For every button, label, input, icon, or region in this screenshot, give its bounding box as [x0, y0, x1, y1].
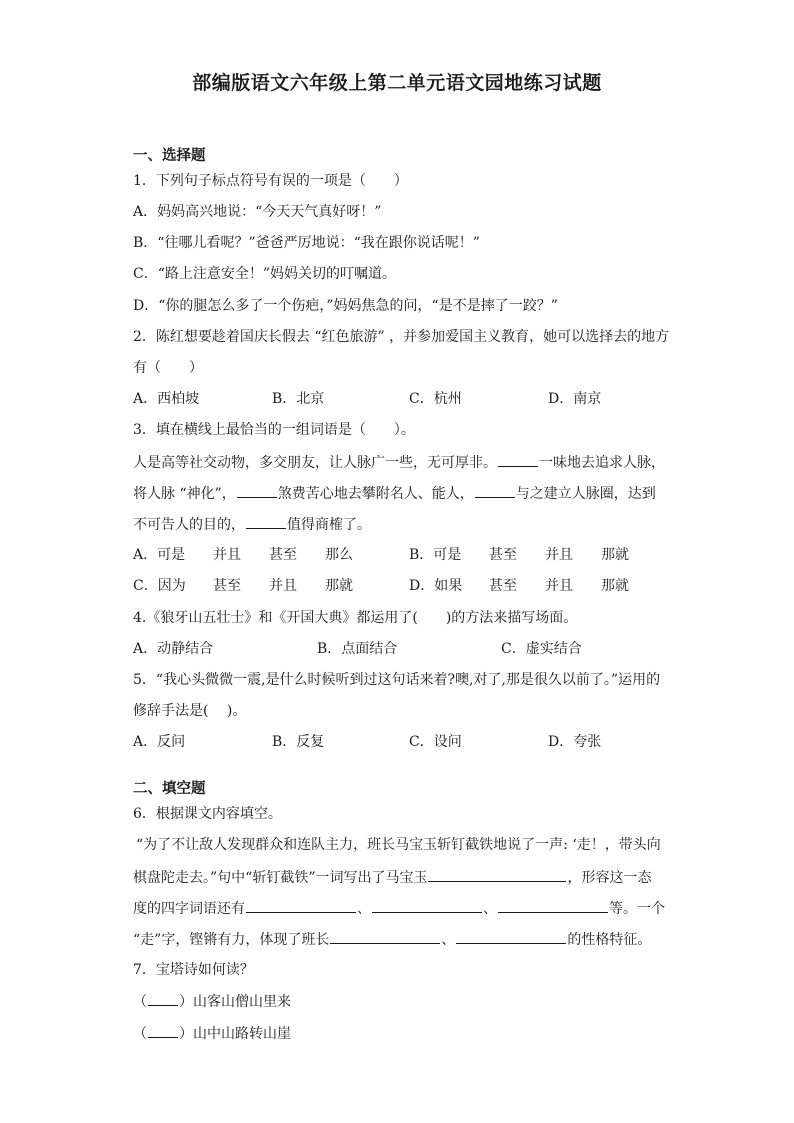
answer-blank[interactable] [498, 898, 608, 913]
q3-passage-text: 将人脉 “神化”， [133, 486, 236, 502]
q3-option-a-word: 并且 [213, 547, 241, 563]
q3-passage-text: 一味地去追求人脉， [539, 455, 665, 471]
answer-blank[interactable] [237, 483, 277, 498]
q3-option-c-word: 那就 [325, 578, 353, 594]
q3-option-d-word: 甚至 [489, 578, 517, 594]
page-title: 部编版语文六年级上第二单元语文园地练习试题 [192, 72, 602, 94]
section-heading-choice: 一、选择题 [133, 147, 206, 164]
q3-passage-text: 人是高等社交动物，多交朋友，让人脉广一些，无可厚非。 [133, 455, 497, 471]
q2-option-c: C．杭州 [409, 391, 462, 407]
q3-passage-line3 [133, 514, 371, 535]
answer-blank[interactable] [372, 898, 482, 913]
q3-option-d-word: D．如果 [409, 578, 463, 594]
q7-text: ）山客山僧山里来 [179, 994, 291, 1010]
q3-passage-text: 与之建立人脉圈，达到 [515, 486, 656, 502]
q6-passage-text: 棋盘陀走去。”句中“斩钉截铁”一词写出了马宝玉 [133, 870, 428, 886]
q6-passage-text: “走”字，铿锵有力，体现了班长 [133, 932, 330, 948]
q3-option-a-word: A．可是 [133, 547, 186, 563]
answer-blank[interactable] [498, 452, 538, 467]
q6-passage-line2 [133, 867, 651, 888]
q3-stem: 3．填在横线上最恰当的一组词语是（ ）。 [133, 422, 415, 438]
q5-stem-line1: 5．“我心头微微一震,是什么时候听到过这句话来着?噢,对了,那是很久以前了。”运用的 [133, 672, 661, 688]
q4-option-b: B．点面结合 [317, 641, 398, 657]
q5-option-a: A．反问 [133, 734, 186, 750]
q3-passage-line2 [133, 483, 656, 504]
q2-option-d: D．南京 [548, 391, 602, 407]
q6-passage-text: ，形容这一态 [567, 870, 652, 886]
q1-option-d: D．“你的腿怎么多了一个伤疤，”妈妈焦急的问，“是不是摔了一跤？” [133, 298, 558, 314]
q4-stem: 4.《狼牙山五壮士》和《开国大典》都运用了( )的方法来描写场面。 [133, 610, 578, 626]
q6-passage-text: 度的四字词语还有 [133, 901, 245, 917]
answer-blank[interactable] [330, 929, 440, 944]
q6-stem: 6．根据课文内容填空。 [133, 806, 282, 822]
answer-blank[interactable] [246, 898, 356, 913]
q3-option-d-word: 并且 [545, 578, 573, 594]
separator: 、 [357, 901, 371, 917]
q5-option-d: D．夸张 [548, 734, 602, 750]
q3-option-b-word: B．可是 [409, 547, 462, 563]
q5-option-c: C．设问 [409, 734, 462, 750]
answer-blank[interactable] [148, 1023, 178, 1038]
q3-option-a-word: 甚至 [269, 547, 297, 563]
q2-option-a: A．西柏坡 [133, 391, 200, 407]
answer-blank[interactable] [428, 867, 566, 882]
section-heading-fill: 二、填空题 [133, 780, 206, 797]
q2-stem-line1: 2．陈红想要趁着国庆长假去 “红色旅游” ，并参加爱国主义教育，她可以选择去的地方 [133, 329, 670, 345]
q3-passage-text: 煞费苦心地去攀附名人、能人， [277, 486, 474, 502]
q1-option-b: B．“往哪儿看呢？”爸爸严厉地说：“我在跟你说话呢！” [133, 235, 480, 251]
q3-passage-text: 不可告人的目的， [133, 517, 245, 533]
q3-option-b-word: 并且 [545, 547, 573, 563]
q6-passage-text: 的性格特征。 [567, 932, 652, 948]
q1-option-c: C．“路上注意安全！”妈妈关切的叮嘱道。 [133, 266, 397, 282]
q7-line1 [133, 991, 291, 1012]
q3-passage-line1 [133, 452, 665, 473]
q1-stem: 1．下列句子标点符号有误的一项是（ ） [133, 173, 408, 189]
q5-option-b: B．反复 [272, 734, 325, 750]
q3-option-b-word: 甚至 [489, 547, 517, 563]
q4-option-a: A．动静结合 [133, 641, 214, 657]
q7-paren: （ [133, 1026, 147, 1042]
q2-option-b: B．北京 [272, 391, 325, 407]
q6-passage-line1: “为了不让敌人发现群众和连队主力，班长马宝玉斩钉截铁地说了一声: ‘走！，带头向 [136, 837, 661, 853]
q3-option-c-word: 甚至 [213, 578, 241, 594]
answer-blank[interactable] [475, 483, 515, 498]
separator: 、 [483, 901, 497, 917]
q5-stem-line2: 修辞手法是( )。 [133, 703, 247, 719]
q3-option-c-word: C．因为 [133, 578, 186, 594]
q6-passage-line3 [133, 898, 665, 919]
q3-passage-text: 值得商榷了。 [287, 517, 371, 533]
q3-option-b-word: 那就 [601, 547, 629, 563]
answer-blank[interactable] [246, 514, 286, 529]
q2-stem-line2: 有（ ） [133, 360, 203, 376]
q3-option-d-word: 那就 [601, 578, 629, 594]
q3-option-a-word: 那么 [325, 547, 353, 563]
q6-passage-line4 [133, 929, 651, 950]
q1-option-a: A．妈妈高兴地说：“今天天气真好呀！” [133, 204, 382, 220]
q7-text: ）山中山路转山崖 [179, 1026, 291, 1042]
separator: 、 [441, 932, 456, 948]
q7-stem: 7．宝塔诗如何读？ [133, 962, 254, 978]
answer-blank[interactable] [148, 991, 178, 1006]
q4-option-c: C．虚实结合 [501, 641, 582, 657]
answer-blank[interactable] [456, 929, 566, 944]
q7-line2 [133, 1023, 291, 1044]
q3-option-c-word: 并且 [269, 578, 297, 594]
q6-passage-text: 等。一个 [609, 901, 665, 917]
q7-paren: （ [133, 994, 147, 1010]
